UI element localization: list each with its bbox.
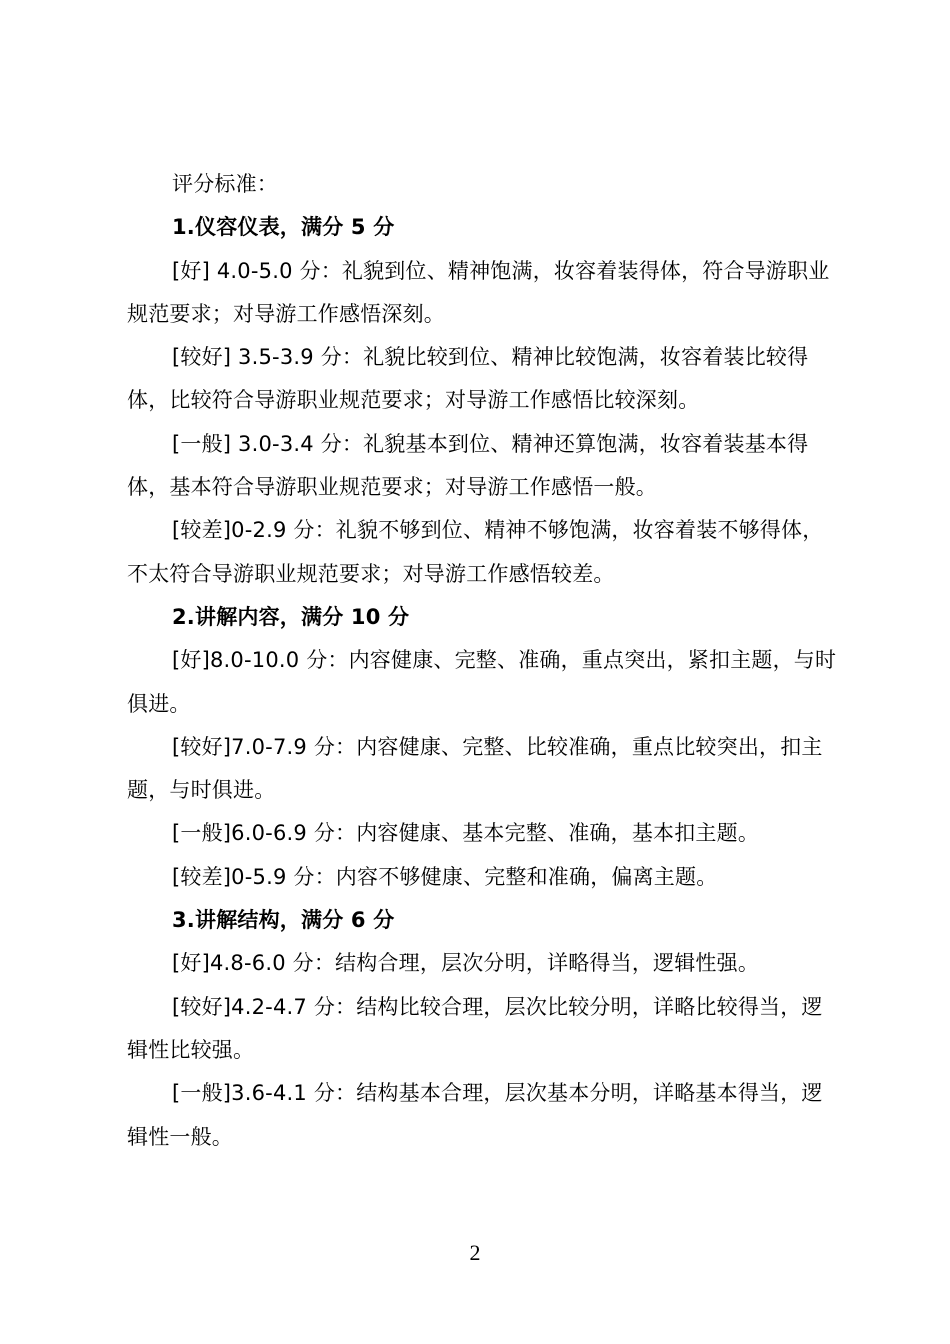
criterion-structure-fairly-good: [较好]4.2-4.7 分：结构比较合理，层次比较分明，详略比较得当，逻辑性比较强。 — [127, 994, 823, 1062]
section-heading-structure: 3.讲解结构，满分 6 分 — [172, 908, 395, 933]
section-heading-appearance: 1.仪容仪表，满分 5 分 — [172, 215, 395, 240]
document-body — [127, 163, 843, 1159]
criterion-appearance-good: [好] 4.0-5.0 分：礼貌到位、精神饱满，妆容着装得体，符合导游职业规范要求；对导游工作感悟深刻。 — [127, 258, 830, 326]
intro-text: 评分标准： — [172, 172, 278, 196]
criterion-appearance-fairly-good: [较好] 3.5-3.9 分：礼貌比较到位、精神比较饱满，妆容着装比较得体，比较符合导游职业规范要求；对导游工作感悟比较深刻。 — [127, 345, 809, 413]
criterion-structure-average: [一般]3.6-4.1 分：结构基本合理，层次基本分明，详略基本得当，逻辑性一般。 — [127, 1081, 823, 1149]
page-number: 2 — [469, 1240, 481, 1265]
criterion-content-poor: [较差]0-5.9 分：内容不够健康、完整和准确，偏离主题。 — [172, 864, 718, 889]
criterion-structure-good: [好]4.8-6.0 分：结构合理，层次分明，详略得当，逻辑性强。 — [172, 951, 760, 976]
criterion-appearance-average: [一般] 3.0-3.4 分：礼貌基本到位、精神还算饱满，妆容着装基本得体，基本符合导游职业规范要求；对导游工作感悟一般。 — [127, 431, 809, 500]
section-heading-content: 2.讲解内容，满分 10 分 — [172, 604, 410, 629]
criterion-content-fairly-good: [较好]7.0-7.9 分：内容健康、完整、比较准确，重点比较突出，扣主题，与时俱进。 — [127, 734, 823, 803]
criterion-appearance-poor: [较差]0-2.9 分：礼貌不够到位、精神不够饱满，妆容着装不够得体，不太符合导游职业规范要求；对导游工作感悟较差。 — [127, 518, 824, 586]
criterion-content-average: [一般]6.0-6.9 分：内容健康、基本完整、准确，基本扣主题。 — [172, 821, 760, 846]
criterion-content-good: [好]8.0-10.0 分：内容健康、完整、准确，重点突出，紧扣主题，与时俱进。 — [127, 648, 837, 716]
